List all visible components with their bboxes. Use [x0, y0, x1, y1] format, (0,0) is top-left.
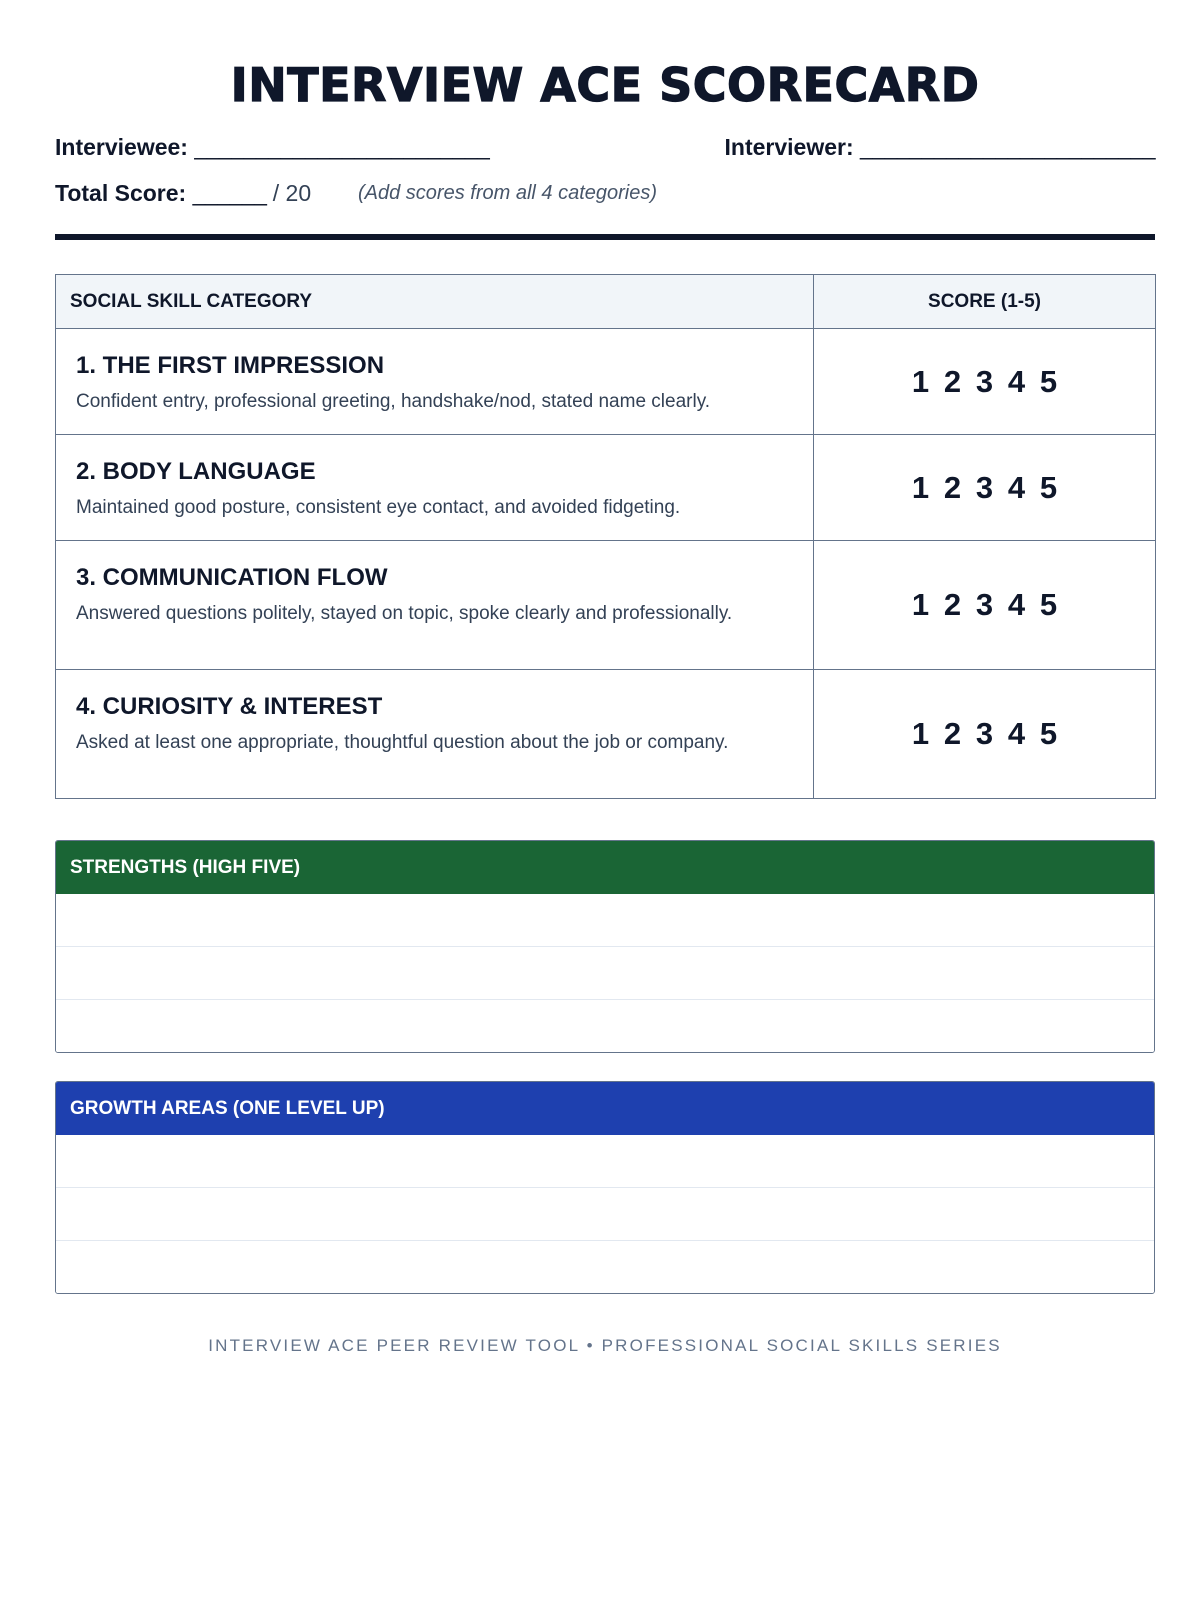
score-option-1[interactable]: 1 [911, 716, 930, 751]
score-option-3[interactable]: 3 [975, 716, 994, 751]
category-description: Asked at least one appropriate, thoughtful question about the job or company. [76, 732, 729, 753]
interviewee-blank[interactable]: ________________________ [194, 134, 490, 160]
score-option-5[interactable]: 5 [1039, 716, 1058, 751]
table-row [56, 435, 1156, 541]
table-header-row [56, 275, 1156, 329]
score-option-3[interactable]: 3 [975, 363, 994, 399]
score-option-2[interactable]: 2 [943, 469, 962, 505]
score-option-4[interactable]: 4 [1007, 469, 1026, 505]
score-option-2[interactable]: 2 [943, 587, 962, 622]
header-divider [55, 234, 1155, 240]
interviewee-label: Interviewee: [55, 134, 188, 160]
score-options-cell [814, 329, 1156, 435]
category-description: Confident entry, professional greeting, handshake/nod, stated name clearly. [76, 391, 711, 412]
interviewer-label: Interviewer: [724, 134, 854, 160]
category-description: Maintained good posture, consistent eye contact, and avoided fidgeting. [76, 497, 681, 518]
score-option-5[interactable]: 5 [1039, 587, 1058, 622]
category-description: Answered questions politely, stayed on topic, spoke clearly and professionally. [76, 603, 733, 624]
strengths-section [55, 840, 1155, 1053]
strengths-line-1[interactable] [56, 894, 1154, 946]
table-row [56, 329, 1156, 435]
scorecard-page [55, 0, 1155, 1356]
category-title: 1. THE FIRST IMPRESSION [76, 352, 385, 379]
names-row [55, 134, 1155, 168]
score-option-1[interactable]: 1 [911, 363, 930, 399]
page-title: INTERVIEW ACE SCORECARD [230, 58, 980, 112]
score-option-2[interactable]: 2 [943, 716, 962, 751]
score-options-cell [814, 670, 1156, 799]
footer-text: INTERVIEW ACE PEER REVIEW TOOL • PROFESSIONAL SOCIAL SKILLS SERIES [208, 1336, 1002, 1355]
score-option-4[interactable]: 4 [1007, 363, 1026, 399]
header-score: SCORE (1-5) [814, 275, 1156, 329]
score-option-5[interactable]: 5 [1039, 363, 1058, 399]
score-option-4[interactable]: 4 [1007, 716, 1026, 751]
interviewee-field[interactable] [55, 134, 489, 161]
strengths-header: STRENGTHS (HIGH FIVE) [56, 841, 1154, 894]
total-score-label: Total Score: [55, 180, 187, 206]
interviewer-field[interactable] [725, 134, 1156, 161]
header-category: SOCIAL SKILL CATEGORY [56, 275, 814, 329]
score-option-2[interactable]: 2 [943, 363, 962, 399]
score-options-cell [814, 435, 1156, 541]
growth-areas-section [55, 1081, 1155, 1294]
score-option-1[interactable]: 1 [911, 587, 930, 622]
score-option-1[interactable]: 1 [911, 469, 930, 505]
growth-line-1[interactable] [56, 1135, 1154, 1187]
category-title: 3. COMMUNICATION FLOW [76, 564, 388, 591]
skills-score-table [55, 274, 1156, 799]
table-row [56, 541, 1156, 670]
category-title: 4. CURIOSITY & INTEREST [76, 693, 383, 720]
score-options-cell [814, 541, 1156, 670]
category-title: 2. BODY LANGUAGE [76, 458, 316, 485]
growth-areas-header: GROWTH AREAS (ONE LEVEL UP) [56, 1082, 1154, 1135]
strengths-line-3[interactable] [56, 999, 1154, 1052]
total-score-row [55, 180, 1155, 214]
growth-line-2[interactable] [56, 1187, 1154, 1240]
total-score-field[interactable] [55, 180, 311, 207]
category-cell [56, 541, 814, 670]
total-score-note: (Add scores from all 4 categories) [358, 182, 658, 204]
score-option-4[interactable]: 4 [1007, 587, 1026, 622]
category-cell [56, 435, 814, 541]
total-score-max: / 20 [272, 180, 312, 206]
total-score-blank[interactable]: ______ [192, 180, 267, 206]
category-cell [56, 329, 814, 435]
score-option-3[interactable]: 3 [975, 469, 994, 505]
growth-line-3[interactable] [56, 1240, 1154, 1293]
interviewer-blank[interactable]: ________________________ [860, 134, 1155, 160]
score-option-3[interactable]: 3 [975, 587, 994, 622]
table-row [56, 670, 1156, 799]
strengths-line-2[interactable] [56, 946, 1154, 999]
score-option-5[interactable]: 5 [1039, 469, 1058, 505]
category-cell [56, 670, 814, 799]
